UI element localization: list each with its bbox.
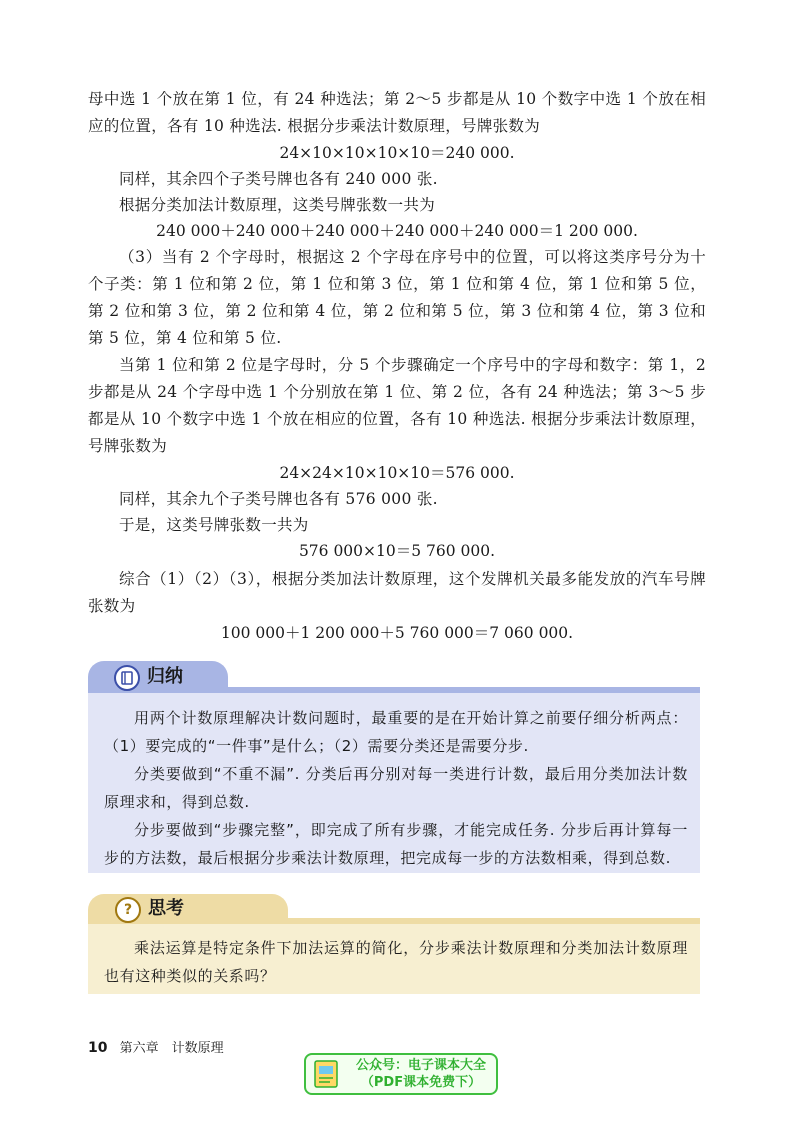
summary-text-3: 分步要做到“步骤完整”，即完成了所有步骤，才能完成任务. 分步后再计算每一步的方法数，最后根据分步乘法计数原理，把完成每一步的方法数相乘，得到总数. — [104, 821, 688, 867]
paragraph-7: 于是，这类号牌张数一共为 — [119, 516, 309, 534]
paragraph-3: 根据分类加法计数原理，这类号牌张数一共为 — [119, 196, 436, 214]
page-footer — [88, 1037, 224, 1056]
book-icon — [312, 1059, 340, 1089]
summary-text-2: 分类要做到“不重不漏”. 分类后再分别对每一类进行计数，最后用分类加法计数原理求和，得到总数. — [104, 765, 688, 811]
chapter-label: 第六章 计数原理 — [119, 1041, 224, 1056]
page-number: 10 — [88, 1040, 108, 1056]
paragraph-1: 母中选 1 个放在第 1 位，有 24 种选法；第 2～5 步都是从 10 个数字中选 1 个放在相应的位置，各有 10 种选法. 根据分步乘法计数原理，号牌张数为 — [88, 90, 706, 135]
paragraph-5: 当第 1 位和第 2 位是字母时，分 5 个步骤确定一个序号中的字母和数字：第 1，2 步都是从 24 个字母中选 1 个分别放在第 1 位、第 2 位，各有 24 种选法；第 3～5 步都是从 10 个数字中选 1 个放在相应的位置，各有 10 种选法. 根据分步乘法计数原理，号牌张数为 — [88, 356, 706, 455]
paragraph-4: （3）当有 2 个字母时，根据这 2 个字母在序号中的位置，可以将这类序号分为十个子类：第 1 位和第 2 位，第 1 位和第 3 位，第 1 位和第 4 位，第 1 位和第 5 位，第 2 位和第 3 位，第 2 位和第 4 位，第 2 位和第 5 位，第 3 位和第 4 位，第 3 位和第 5 位，第 4 位和第 5 位. — [88, 248, 706, 347]
summary-title: 归纳 — [147, 666, 183, 687]
watermark-line-2: （PDF课本免费下） — [360, 1075, 482, 1090]
book-icon — [114, 665, 140, 691]
summary-text-1: 用两个计数原理解决计数问题时，最重要的是在开始计算之前要仔细分析两点：（1）要完成的“一件事”是什么；（2）需要分类还是需要分步. — [104, 709, 688, 755]
think-title: 思考 — [148, 898, 184, 919]
formula-2: 240 000＋240 000＋240 000＋240 000＋240 000＝1 200 000. — [156, 222, 638, 240]
formula-1: 24×10×10×10×10＝240 000. — [279, 144, 515, 162]
think-text: 乘法运算是特定条件下加法运算的简化，分步乘法计数原理和分类加法计数原理也有这种类似的关系吗？ — [104, 939, 688, 985]
formula-4: 576 000×10＝5 760 000. — [298, 542, 496, 560]
watermark — [304, 1053, 498, 1095]
watermark-line-1: 公众号：电子课本大全 — [355, 1058, 486, 1073]
question-mark-icon: ? — [115, 897, 141, 923]
formula-3: 24×24×10×10×10＝576 000. — [279, 464, 515, 482]
paragraph-2: 同样，其余四个子类号牌也各有 240 000 张. — [119, 170, 438, 188]
paragraph-6: 同样，其余九个子类号牌也各有 576 000 张. — [119, 490, 438, 508]
paragraph-8: 综合（1）（2）（3），根据分类加法计数原理，这个发牌机关最多能发放的汽车号牌张数为 — [88, 570, 706, 615]
formula-5: 100 000＋1 200 000＋5 760 000＝7 060 000. — [220, 624, 574, 642]
